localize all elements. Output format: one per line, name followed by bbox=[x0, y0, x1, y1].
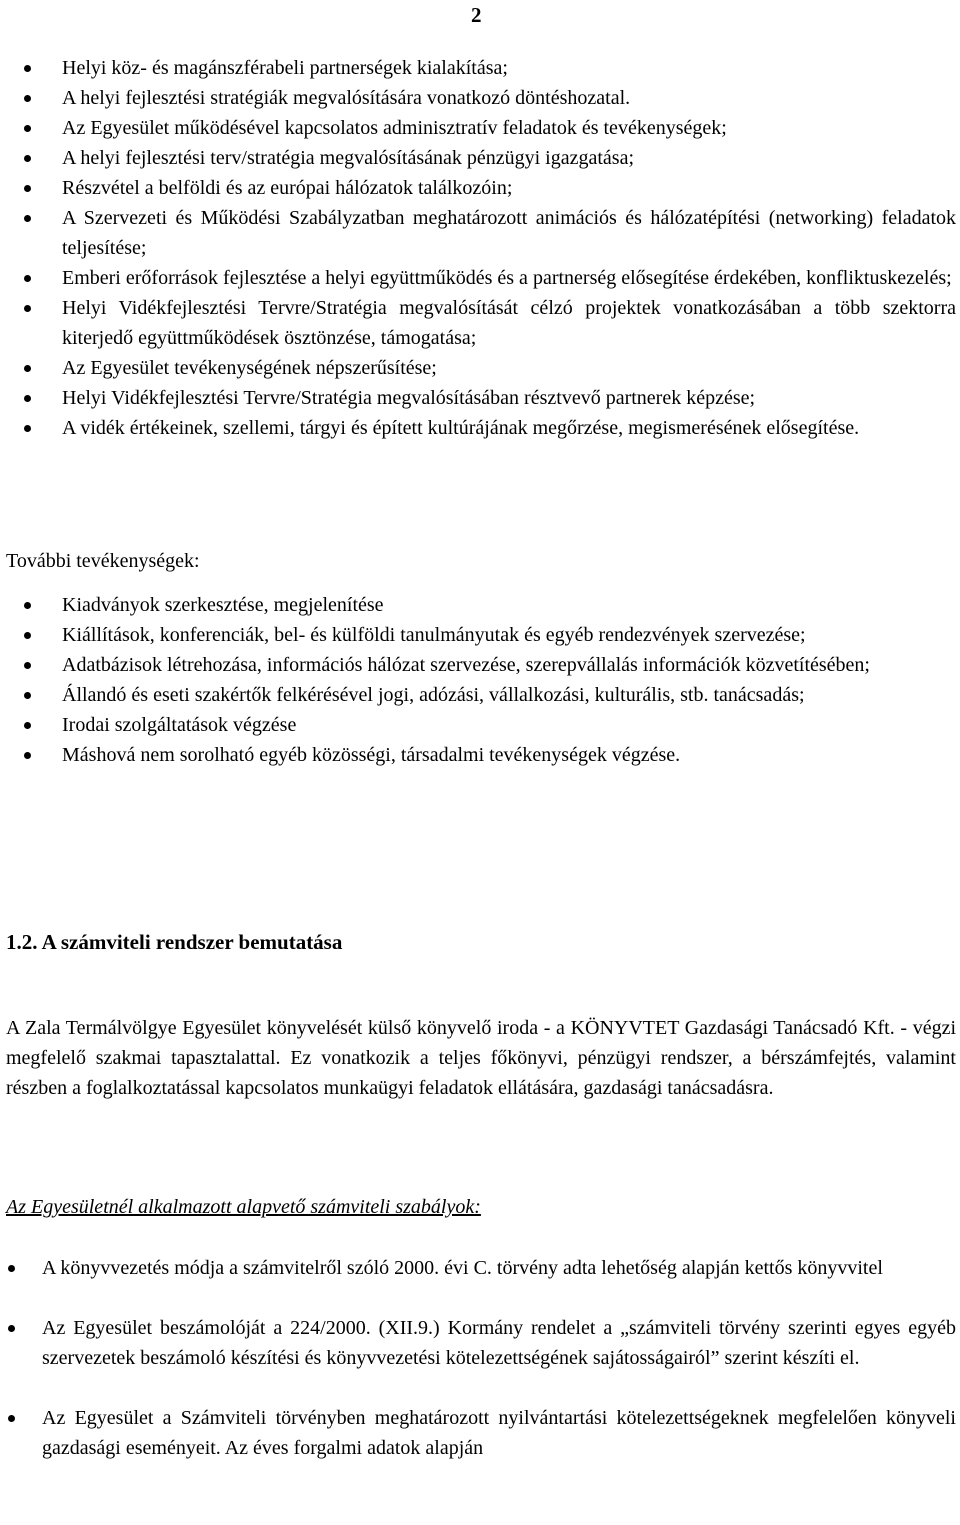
list-item bbox=[62, 620, 956, 650]
bullet-icon bbox=[24, 125, 31, 132]
list-item bbox=[62, 53, 956, 83]
list-item-text: A vidék értékeinek, szellemi, tárgyi és épített kultúrájának megőrzése, megismerésének elősegítése. bbox=[62, 417, 860, 439]
bullet-icon bbox=[24, 662, 31, 669]
bullet-icon bbox=[24, 722, 31, 729]
list-item-text: Helyi köz- és magánszférabeli partnerségek kialakítása; bbox=[62, 57, 508, 79]
list-item bbox=[62, 263, 956, 293]
list-item bbox=[62, 680, 956, 710]
list-item-text: Máshová nem sorolható egyéb közösségi, társadalmi tevékenységek végzése. bbox=[62, 744, 681, 766]
bullet-icon bbox=[24, 185, 31, 192]
bullet-icon bbox=[24, 395, 31, 402]
list-item-text: A könyvvezetés módja a számvitelről szóló 2000. évi C. törvény adta lehetőség alapján kettős könyvvitel bbox=[42, 1257, 883, 1279]
bullet-icon bbox=[24, 275, 31, 282]
page-number: 2 bbox=[471, 3, 482, 27]
bullet-icon bbox=[24, 425, 31, 432]
list-item bbox=[62, 353, 956, 383]
list-item-text: A helyi fejlesztési stratégiák megvalósítására vonatkozó döntéshozatal. bbox=[62, 87, 631, 109]
list-item bbox=[62, 740, 956, 770]
list-item bbox=[62, 293, 956, 353]
section-paragraph: A Zala Termálvölgye Egyesület könyvelését külső könyvelő iroda - a KÖNYVTET Gazdasági Tanácsadó Kft. - végzi megfelelő szakmai tapasztalattal. Ez vonatkozik a teljes főkönyvi, pénzügyi rendszer, a bérszámfejtés, valamint részben a foglalkoztatással kapcsolatos munkaügyi feladatok ellátására, gazdasági tanácsadásra. bbox=[6, 1017, 956, 1099]
list-item bbox=[62, 113, 956, 143]
bullet-icon bbox=[24, 155, 31, 162]
bullet-icon bbox=[24, 632, 31, 639]
list-item-text: Irodai szolgáltatások végzése bbox=[62, 714, 297, 736]
bullet-icon bbox=[24, 365, 31, 372]
bullet-icon bbox=[8, 1265, 15, 1272]
list-item-text: Az Egyesület beszámolóját a 224/2000. (XII.9.) Kormány rendelet a „számviteli törvény szerinti egyes egyéb szervezetek beszámoló készítési és könyvvezetési kötelezettségének sajátosságairól” szerint készíti el. bbox=[42, 1317, 956, 1369]
list-item-text: Emberi erőforrások fejlesztése a helyi együttműködés és a partnerség elősegítése érdekében, konfliktuskezelés; bbox=[62, 267, 952, 289]
accounting-rules-list bbox=[0, 1253, 960, 1463]
list-item bbox=[62, 650, 956, 680]
bullet-icon bbox=[8, 1415, 15, 1422]
list-item bbox=[62, 710, 956, 740]
further-activities-list bbox=[0, 590, 960, 770]
bullet-icon bbox=[24, 215, 31, 222]
list-item bbox=[62, 83, 956, 113]
further-activities-heading: További tevékenységek: bbox=[6, 550, 200, 572]
list-item-text: Kiállítások, konferenciák, bel- és külföldi tanulmányutak és egyéb rendezvények szervezése; bbox=[62, 624, 806, 646]
list-item-text: Adatbázisok létrehozása, információs hálózat szervezése, szerepvállalás információk közvetítésében; bbox=[62, 654, 870, 676]
list-item bbox=[42, 1403, 956, 1463]
bullet-icon bbox=[24, 65, 31, 72]
section-heading: 1.2. A számviteli rendszer bemutatása bbox=[6, 930, 343, 954]
list-item bbox=[42, 1253, 956, 1283]
list-item-text: Részvétel a belföldi és az európai hálózatok találkozóin; bbox=[62, 177, 513, 199]
activities-list bbox=[0, 53, 960, 443]
list-item-text: Az Egyesület a Számviteli törvényben meghatározott nyilvántartási kötelezettségeknek megfelelően könyveli gazdasági eseményeit. Az éves forgalmi adatok alapján bbox=[42, 1407, 956, 1459]
list-item bbox=[62, 173, 956, 203]
bullet-icon bbox=[8, 1325, 15, 1332]
bullet-icon bbox=[24, 692, 31, 699]
list-item-text: Helyi Vidékfejlesztési Tervre/Stratégia megvalósításában résztvevő partnerek képzése; bbox=[62, 387, 756, 409]
list-item-text: A helyi fejlesztési terv/stratégia megvalósításának pénzügyi igazgatása; bbox=[62, 147, 635, 169]
bullet-icon bbox=[24, 305, 31, 312]
list-item bbox=[62, 143, 956, 173]
bullet-icon bbox=[24, 95, 31, 102]
list-item-text: Állandó és eseti szakértők felkérésével jogi, adózási, vállalkozási, kulturális, stb. tanácsadás; bbox=[62, 684, 805, 706]
list-item-text: A Szervezeti és Működési Szabályzatban meghatározott animációs és hálózatépítési (networking) feladatok teljesítése; bbox=[62, 207, 956, 259]
list-item-text: Helyi Vidékfejlesztési Tervre/Stratégia megvalósítását célzó projektek vonatkozásában a több szektorra kiterjedő együttműködések ösztönzése, támogatása; bbox=[62, 297, 956, 349]
bullet-icon bbox=[24, 752, 31, 759]
list-item bbox=[62, 590, 956, 620]
bullet-icon bbox=[24, 602, 31, 609]
list-item bbox=[42, 1313, 956, 1373]
list-item-text: Az Egyesület tevékenységének népszerűsítése; bbox=[62, 357, 437, 379]
list-item bbox=[62, 203, 956, 263]
list-item-text: Kiadványok szerkesztése, megjelenítése bbox=[62, 594, 384, 616]
list-item bbox=[62, 413, 956, 443]
list-item bbox=[62, 383, 956, 413]
accounting-rules-heading: Az Egyesületnél alkalmazott alapvető számviteli szabályok: bbox=[6, 1196, 481, 1218]
list-item-text: Az Egyesület működésével kapcsolatos adminisztratív feladatok és tevékenységek; bbox=[62, 117, 727, 139]
